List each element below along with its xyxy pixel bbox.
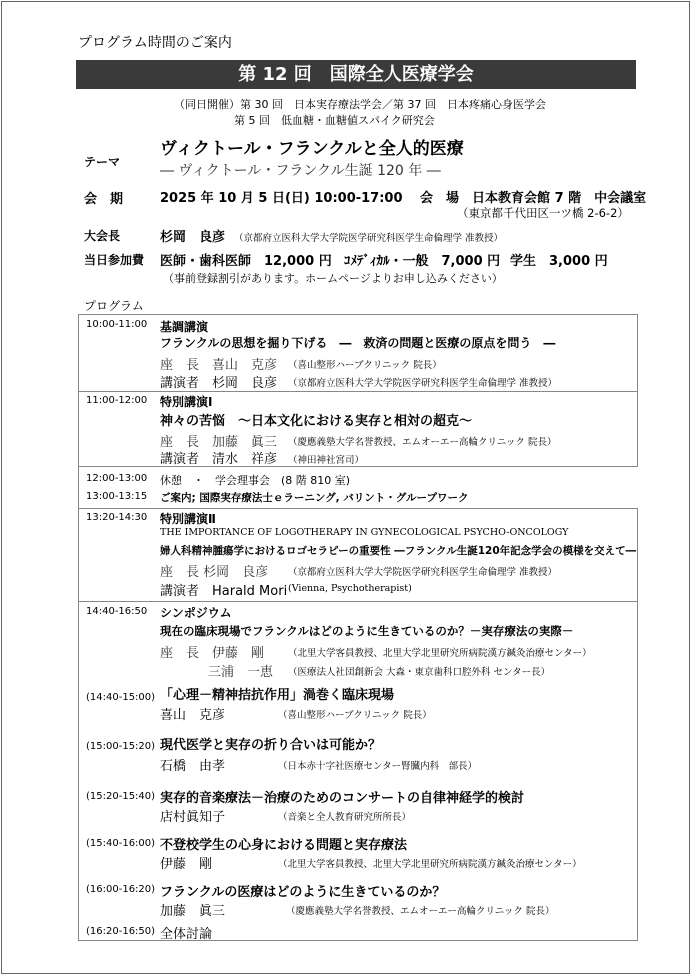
notice-time: 13:00-13:15 xyxy=(86,491,148,502)
talk-1-time: (14:40-15:00) xyxy=(86,692,156,703)
talk-3-time: (15:20-15:40) xyxy=(86,791,156,802)
talk-2-time: (15:00-15:20) xyxy=(86,741,156,752)
symposium-chair-1-affiliation: （北里大学客員教授、北里大学北里研究所病院漢方鍼灸治療センター） xyxy=(288,648,592,659)
venue-address: （東京都千代田区一ツ橋 2-6-2） xyxy=(457,206,629,220)
talk-2-affiliation: （日本赤十字社医療センター腎臓内科 部長） xyxy=(278,761,478,772)
special1-chair: 座 長 加藤 眞三 xyxy=(160,435,278,450)
special2-title-jp: 婦人科精神腫瘍学におけるロゴセラピーの重要性 ―フランクル生誕120年記念学会の模様を交えて― xyxy=(160,545,637,557)
special2-chair: 座 長 杉岡 良彦 xyxy=(160,565,269,580)
talk-1-speaker: 喜山 克彦 xyxy=(160,708,226,723)
keynote-speaker: 講演者 杉岡 良彦 xyxy=(160,376,278,391)
symposium-time: 14:40-16:50 xyxy=(86,606,148,617)
special1-speaker-affiliation: （神田神社宮司） xyxy=(288,455,365,466)
talk-4-time: (15:40-16:00) xyxy=(86,838,156,849)
symposium-chair-2-affiliation: （医療法人社団創新会 大森・東京歯科口腔外科 センター長） xyxy=(288,667,551,678)
talk-5-speaker: 加藤 眞三 xyxy=(160,904,226,919)
talk-6-title: 全体討論 xyxy=(160,927,213,942)
special1-speaker: 講演者 清水 祥彦 xyxy=(160,452,278,467)
page-header: プログラム時間のご案内 xyxy=(78,35,232,51)
talk-2-speaker: 石橋 由孝 xyxy=(160,759,226,774)
special2-title-en: THE IMPORTANCE OF LOGOTHERAPY IN GYNECOLOGICAL PSYCHO-ONCOLOGY xyxy=(160,527,569,538)
special1-chair-affiliation: （慶應義塾大学名誉教授、エムオーエー高輪クリニック 院長） xyxy=(288,437,557,448)
symposium-chair-1: 座 長 伊藤 剛 xyxy=(160,646,265,661)
program-label: プログラム xyxy=(84,299,144,313)
keynote-chair: 座 長 喜山 克彦 xyxy=(160,358,278,373)
fee-label: 当日参加費 xyxy=(84,253,145,267)
president-name: 杉岡 良彦 xyxy=(160,230,226,245)
keynote-chair-affiliation: （喜山整形ハーブクリニック 院長） xyxy=(288,360,442,371)
talk-5-affiliation: （慶應義塾大学名誉教授、エムオーエー高輪クリニック 院長） xyxy=(286,906,555,917)
talk-5-time: (16:00-16:20) xyxy=(86,884,156,895)
special2-speaker-affiliation: (Vienna, Psychotherapist) xyxy=(288,583,412,594)
president-label: 大会長 xyxy=(84,229,121,243)
break-time: 12:00-13:00 xyxy=(86,473,148,484)
symposium-type: シンポジウム xyxy=(160,606,232,620)
special1-type: 特別講演Ⅰ xyxy=(160,395,213,409)
talk-6-time: (16:20-16:50) xyxy=(86,926,156,937)
special2-chair-affiliation: （京都府立医科大学大学院医学研究科医学生命倫理学 准教授） xyxy=(288,567,558,578)
special1-title: 神々の苦悩 ～日本文化における実存と相対の超克～ xyxy=(160,414,473,429)
fee-note: （事前登録割引があります。ホームページよりお申し込みください） xyxy=(163,272,503,285)
keynote-title: フランクルの思想を掘り下げる ― 救済の問題と医療の原点を問う ― xyxy=(160,336,556,350)
president-affiliation: （京都府立医科大学大学院医学研究科医学生命倫理学 准教授） xyxy=(234,233,504,244)
co-held-line-2: 第 5 回 低血糖・血糖値スパイク研究会 xyxy=(234,114,435,127)
theme-label: テーマ xyxy=(84,155,121,169)
talk-1-title: 「心理－精神拮抗作用」渦巻く臨床現場 xyxy=(160,688,395,703)
talk-4-speaker: 伊藤 剛 xyxy=(160,857,213,872)
talk-5-title: フランクルの医療はどのように生きているのか？ xyxy=(160,885,446,900)
special2-type: 特別講演Ⅱ xyxy=(160,512,216,526)
talk-3-affiliation: （音楽と全人教育研究所所長） xyxy=(278,812,412,823)
talk-1-affiliation: （喜山整形ハーブクリニック 院長） xyxy=(278,710,432,721)
fee-student: 学生 3,000 円 xyxy=(510,254,608,269)
break-text: 休憩 ・ 学会理事会 (8 階 810 室) xyxy=(160,474,351,487)
theme-title: ヴィクトール・フランクルと全人的医療 xyxy=(160,139,464,159)
symposium-title: 現在の臨床現場でフランクルはどのように生きているのか？－実存療法の実際－ xyxy=(160,624,574,638)
keynote-time: 10:00-11:00 xyxy=(86,319,148,330)
special1-time: 11:00-12:00 xyxy=(86,395,148,406)
talk-3-title: 実存的音楽療法－治療のためのコンサートの自律神経学的検討 xyxy=(160,791,525,806)
left-rule xyxy=(78,314,79,940)
notice-text: ご案内; 国際実存療法士ｅラーニング, バリント・グループワーク xyxy=(160,492,469,504)
date-label: 会 期 xyxy=(84,192,124,207)
date-venue: 2025 年 10 月 5 日(日) 10:00-17:00 会 場 日本教育会館 7 階 中会議室 xyxy=(160,191,647,206)
fee-comedical: ｺﾒﾃﾞｨｶﾙ・一般 7,000 円 xyxy=(344,254,501,269)
conference-title-banner: 第 12 回 国際全人医療学会 xyxy=(76,60,636,89)
talk-4-title: 不登校学生の心身における問題と実存療法 xyxy=(160,838,408,853)
talk-2-title: 現代医学と実存の折り合いは可能か？ xyxy=(160,738,382,753)
talk-3-speaker: 店村眞知子 xyxy=(160,810,226,825)
symposium-chair-2: 三浦 一恵 xyxy=(208,665,274,680)
theme-subtitle: ― ヴィクトール・フランクル生誕 120 年 ― xyxy=(160,163,441,179)
co-held-line-1: （同日開催）第 30 回 日本実存療法学会／第 37 回 日本疼痛心身医学会 xyxy=(174,98,546,111)
special2-speaker: 講演者 Harald Mori xyxy=(160,584,288,599)
keynote-speaker-affiliation: （京都府立医科大学大学院医学研究科医学生命倫理学 准教授） xyxy=(288,378,558,389)
keynote-type: 基調講演 xyxy=(160,320,209,334)
special2-time: 13:20-14:30 xyxy=(86,512,148,523)
talk-4-affiliation: （北里大学客員教授、北里大学北里研究所病院漢方鍼灸治療センター） xyxy=(278,859,582,870)
fee-doctor: 医師・歯科医師 12,000 円 xyxy=(160,254,332,269)
